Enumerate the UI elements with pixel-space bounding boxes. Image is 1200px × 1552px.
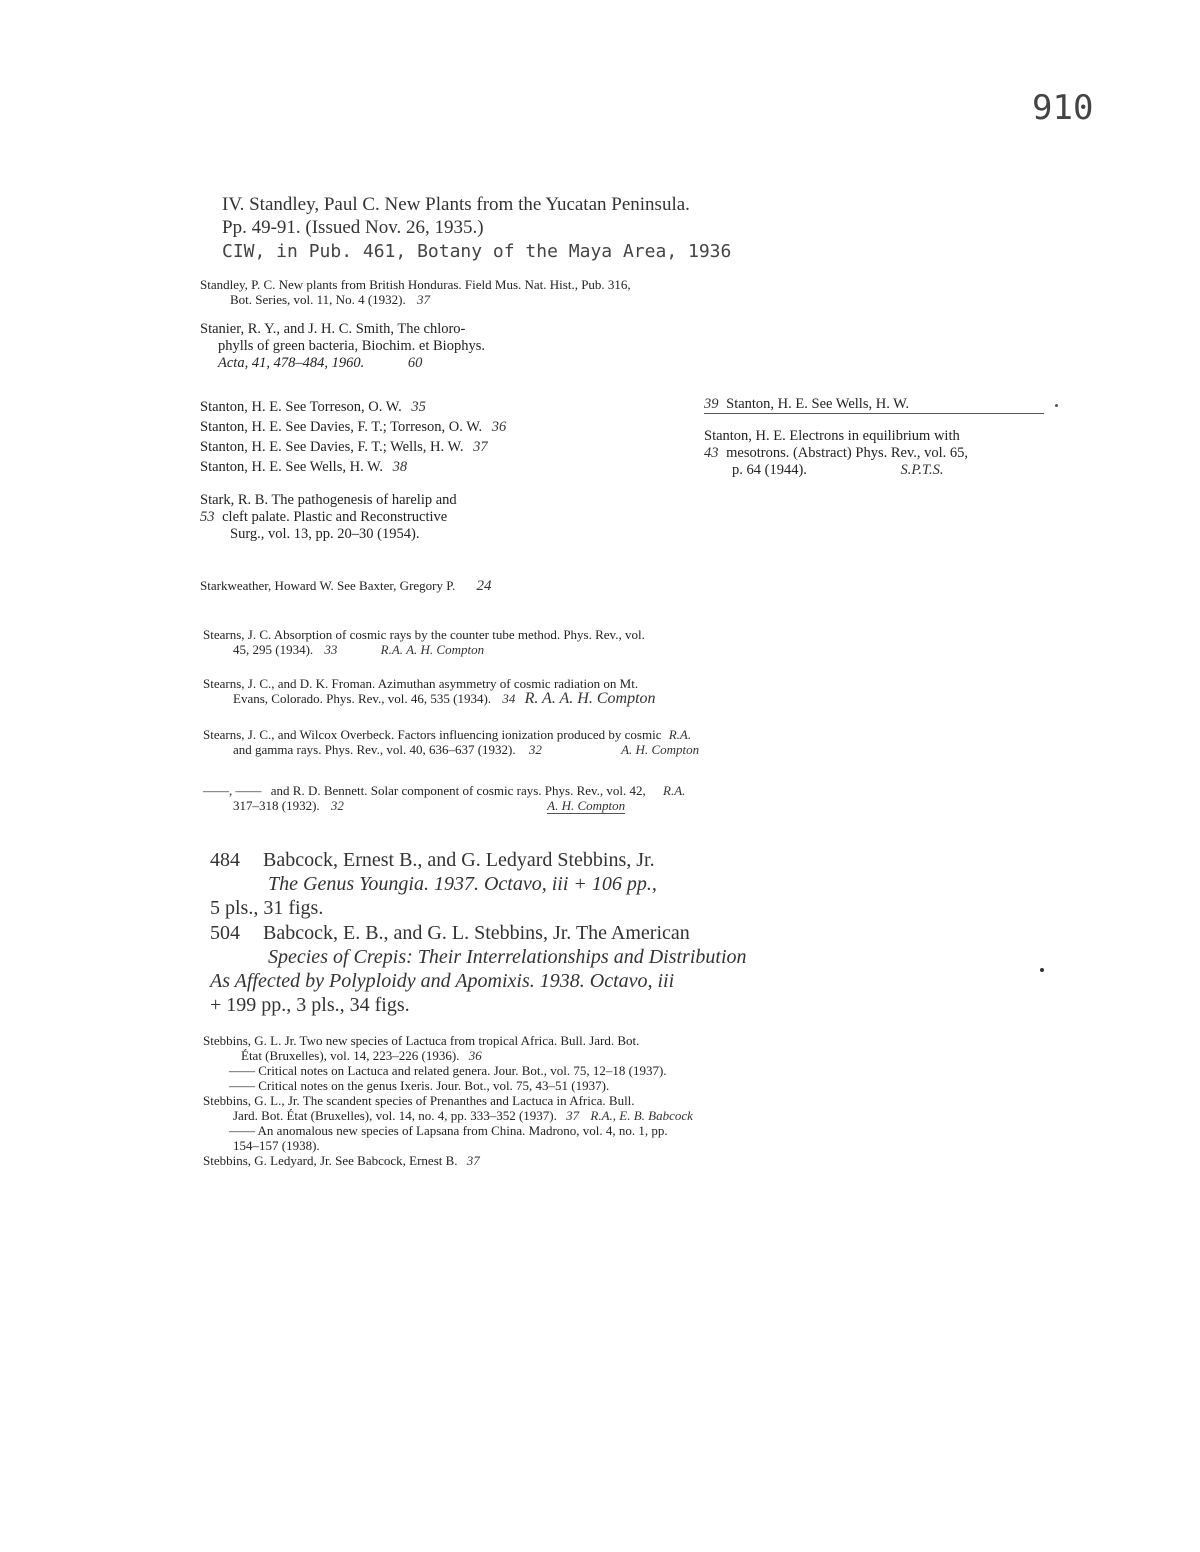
stanton-left-3-mark: 38 [392, 459, 408, 475]
stanier-line1: Stanier, R. Y., and J. H. C. Smith, The chloro- [200, 321, 466, 337]
stearns-1-line2: 45, 295 (1934). [233, 642, 314, 657]
stanton-right-see-text: Stanton, H. E. See Wells, H. W. [726, 396, 910, 412]
stanton-right-see-mark: 39 [704, 396, 719, 412]
stearns-3-line2: and gamma rays. Phys. Rev., vol. 40, 636–637 (1932). [233, 742, 516, 757]
standley-pc-line1: Standley, P. C. New plants from British Honduras. Field Mus. Nat. Hist., Pub. 316, [200, 277, 631, 292]
standley-iv-line3: CIW, in Pub. 461, Botany of the Maya Area, 1936 [222, 241, 732, 262]
stanton-left-0-text: Stanton, H. E. See Torreson, O. W. [200, 399, 402, 415]
stanton-right-mark: 43 [704, 445, 719, 461]
stebbins-line5: Stebbins, G. L., Jr. The scandent species of Prenanthes and Lactuca in Africa. Bull. [203, 1093, 635, 1108]
entry-stearns-4 [203, 783, 685, 813]
stanton-right-see [704, 396, 1044, 414]
stearns-1-mark: 33 [324, 642, 338, 657]
babcock-504-line4: + 199 pp., 3 pls., 34 figs. [210, 994, 410, 1016]
stearns-4-dash: ——, —— [203, 783, 262, 798]
babcock-484-line3: 5 pls., 31 figs. [210, 897, 324, 919]
stearns-2-line1: Stearns, J. C., and D. K. Froman. Azimuthan asymmetry of cosmic radiation on Mt. [203, 676, 639, 691]
standley-pc-line2: Bot. Series, vol. 11, No. 4 (1932). [230, 292, 406, 307]
stanton-left-3-text: Stanton, H. E. See Wells, H. W. [200, 459, 384, 475]
stanton-left-0-mark: 35 [411, 399, 426, 415]
stanton-left-2 [200, 437, 506, 457]
scan-dot [1055, 404, 1058, 407]
entry-stearns-2 [203, 676, 656, 706]
stearns-3-line1: Stearns, J. C., and Wilcox Overbeck. Factors influencing ionization produced by cosmic [203, 727, 662, 742]
stearns-2-line2: Evans, Colorado. Phys. Rev., vol. 46, 535 (1934). [233, 691, 492, 706]
stearns-3-note-b: A. H. Compton [621, 742, 700, 757]
entry-stearns-3 [203, 727, 699, 757]
page-number: 910 [1032, 88, 1094, 128]
stebbins-line1: Stebbins, G. L. Jr. Two new species of Lactuca from tropical Africa. Bull. Jard. Bot. [203, 1033, 640, 1048]
standley-iv-line1: IV. Standley, Paul C. New Plants from the Yucatan Peninsula. [222, 194, 690, 215]
stebbins-mark1: 36 [468, 1048, 482, 1063]
stearns-4-note-a: R.A. [663, 783, 686, 798]
babcock-504-line1: Babcock, E. B., and G. L. Stebbins, Jr. The American [263, 922, 690, 944]
stearns-4-line2: 317–318 (1932). [233, 798, 320, 813]
stark-line2: cleft palate. Plastic and Reconstructive [222, 509, 448, 525]
stebbins-note2: R.A., E. B. Babcock [590, 1108, 693, 1123]
babcock-484-number: 484 [210, 849, 240, 871]
stanier-line3: Acta, 41, 478–484, 1960. [218, 355, 365, 371]
stebbins-line8: 154–157 (1938). [233, 1138, 320, 1153]
stanton-left-1-mark: 36 [491, 419, 507, 435]
stearns-4-mark: 32 [330, 798, 344, 813]
stearns-2-mark: 34 [502, 691, 516, 706]
stebbins-line7: —— An anomalous new species of Lapsana from China. Madrono, vol. 4, no. 1, pp. [229, 1123, 668, 1138]
stanton-right-line1: Stanton, H. E. Electrons in equilibrium with [704, 428, 960, 444]
scan-dot [1040, 968, 1044, 972]
stark-line3: Surg., vol. 13, pp. 20–30 (1954). [230, 526, 420, 542]
stanton-left-2-text: Stanton, H. E. See Davies, F. T.; Wells, H. W. [200, 439, 464, 455]
stanton-left-2-mark: 37 [473, 439, 488, 455]
stanton-right-initials: S.P.T.S. [900, 462, 944, 478]
stearns-1-line1: Stearns, J. C. Absorption of cosmic rays by the counter tube method. Phys. Rev., vol. [203, 627, 645, 642]
stark-mark: 53 [200, 509, 215, 525]
stearns-2-note: R. A. A. H. Compton [524, 690, 656, 707]
stebbins-line9: Stebbins, G. Ledyard, Jr. See Babcock, Ernest B. [203, 1153, 458, 1168]
stebbins-mark2: 37 [566, 1108, 580, 1123]
stanier-line2: phylls of green bacteria, Biochim. et Biophys. [218, 338, 485, 354]
babcock-484-line1: Babcock, Ernest B., and G. Ledyard Stebbins, Jr. [263, 849, 655, 871]
stebbins-line6: Jard. Bot. État (Bruxelles), vol. 14, no. 4, pp. 333–352 (1937). [233, 1108, 557, 1123]
stebbins-mark3: 37 [466, 1153, 480, 1168]
stearns-1-note: R.A. A. H. Compton [380, 642, 485, 657]
stanton-left-list [200, 397, 506, 477]
stanton-left-1 [200, 417, 506, 437]
stearns-4-note-b: A. H. Compton [547, 798, 626, 813]
standley-pc-mark: 37 [416, 292, 430, 307]
stearns-4-line1: and R. D. Bennett. Solar component of cosmic rays. Phys. Rev., vol. 42, [270, 783, 646, 798]
entry-stebbins [203, 1033, 693, 1168]
stearns-3-note-a: R.A. [668, 727, 692, 742]
stanton-left-3 [200, 457, 506, 477]
stanton-left-0 [200, 397, 506, 417]
starkweather-text: Starkweather, Howard W. See Baxter, Gregory P. [200, 578, 456, 593]
entry-stanier [200, 321, 485, 372]
entry-stark [200, 492, 457, 543]
entry-standley-pc [200, 277, 880, 307]
stanton-right-line2: mesotrons. (Abstract) Phys. Rev., vol. 65, [726, 445, 969, 461]
entry-stearns-1 [203, 627, 645, 657]
stanton-right [704, 396, 1074, 479]
babcock-484-line2: The Genus Youngia. 1937. Octavo, iii + 106 pp., [268, 873, 657, 895]
starkweather-mark: 24 [476, 578, 492, 594]
entry-babcock-484 [210, 848, 657, 920]
stanton-left-1-text: Stanton, H. E. See Davies, F. T.; Torreson, O. W. [200, 419, 483, 435]
babcock-504-line2: Species of Crepis: Their Interrelationships and Distribution [268, 946, 747, 968]
stebbins-line4: —— Critical notes on the genus Ixeris. Jour. Bot., vol. 75, 43–51 (1937). [229, 1078, 610, 1093]
stebbins-line2: État (Bruxelles), vol. 14, 223–226 (1936). [241, 1048, 460, 1063]
standley-iv-line2: Pp. 49-91. (Issued Nov. 26, 1935.) [222, 217, 484, 238]
babcock-504-number: 504 [210, 922, 240, 944]
entry-babcock-504 [210, 921, 747, 1017]
stark-line1: Stark, R. B. The pathogenesis of harelip and [200, 492, 457, 508]
entry-standley-iv [222, 194, 731, 262]
babcock-504-line3: As Affected by Polyploidy and Apomixis. 1938. Octavo, iii [210, 970, 675, 992]
entry-starkweather [200, 578, 492, 594]
stearns-3-mark: 32 [528, 742, 542, 757]
stanton-right-line3: p. 64 (1944). [732, 462, 807, 478]
stebbins-line3: —— Critical notes on Lactuca and related genera. Jour. Bot., vol. 75, 12–18 (1937). [229, 1063, 667, 1078]
stanier-mark: 60 [407, 355, 423, 371]
